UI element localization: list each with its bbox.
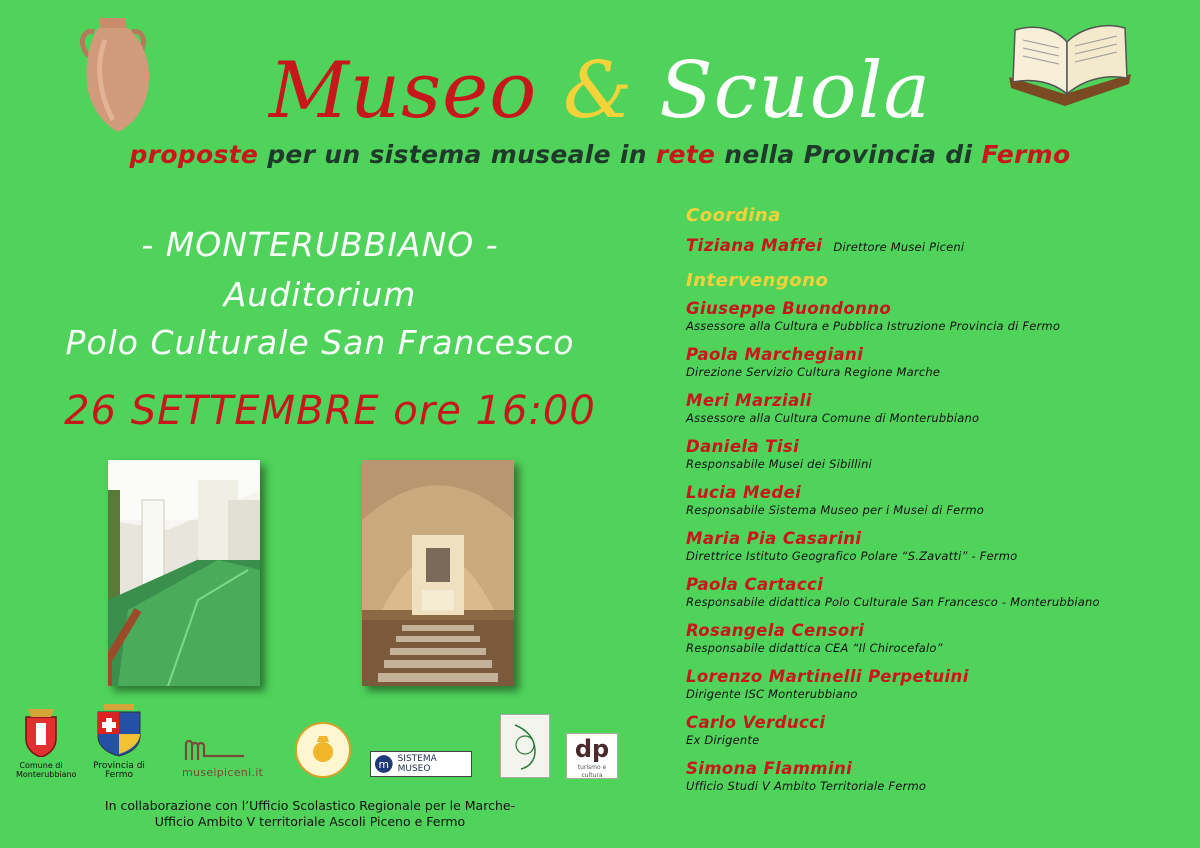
title-ampersand: & <box>563 46 634 136</box>
subtitle-rete: rete <box>655 140 716 169</box>
speaker-name: Carlo Verducci <box>686 713 826 732</box>
subtitle-fermo: Fermo <box>981 140 1071 169</box>
venue-room: Auditorium <box>223 275 417 314</box>
speaker-name: Paola Marchegiani <box>686 345 864 364</box>
coordina-heading: Coordina <box>686 205 781 226</box>
speaker-role: Ufficio Studi V Ambito Territoriale Fermo <box>686 779 927 793</box>
sistema-museo-logo <box>370 751 472 777</box>
speaker-name: Simona Flammini <box>686 759 853 778</box>
speaker-name: Lucia Medei <box>686 483 802 502</box>
speaker-name: Giuseppe Buondonno <box>686 299 892 318</box>
coordinator-name: Tiziana Maffei <box>686 236 823 255</box>
speaker-role: Assessore alla Cultura e Pubblica Istruzione Provincia di Fermo <box>686 319 1061 333</box>
speaker-entry <box>686 437 1191 472</box>
speaker-name: Meri Marziali <box>686 391 812 410</box>
collaboration-line2: Ufficio Ambito V territoriale Ascoli Piceno e Fermo <box>154 814 466 829</box>
comune-logo <box>16 705 77 779</box>
speaker-name: Paola Cartacci <box>686 575 824 594</box>
speaker-name: Lorenzo Martinelli Perpetuini <box>686 667 969 686</box>
circular-logo <box>295 722 351 778</box>
cloister-photo <box>108 460 260 686</box>
speaker-entry <box>686 299 1191 334</box>
event-subtitle <box>0 140 1200 169</box>
speaker-name: Rosangela Censori <box>686 621 865 640</box>
dp-text: dp <box>574 735 610 763</box>
speaker-entry <box>686 529 1191 564</box>
subtitle-part4: nella Provincia di <box>715 140 982 169</box>
event-date: 26 SETTEMBRE ore 16:00 <box>64 388 596 434</box>
svg-text:m: m <box>378 757 390 771</box>
collaboration-note <box>30 798 590 830</box>
speaker-entry <box>686 483 1191 518</box>
musei-piceni-text: museipiceni.it <box>182 766 264 779</box>
parchment-logo <box>500 714 550 778</box>
title-scuola: Scuola <box>659 46 932 136</box>
musei-piceni-logo <box>182 738 278 780</box>
speaker-entry <box>686 713 1191 748</box>
speaker-role: Assessore alla Cultura Comune di Monterubbiano <box>686 411 980 425</box>
speaker-role: Responsabile didattica CEA “Il Chirocefalo” <box>686 641 943 655</box>
collaboration-line1: In collaborazione con l’Ufficio Scolastico Regionale per le Marche- <box>104 798 516 813</box>
venue-town: - MONTERUBBIANO - <box>141 225 499 264</box>
subtitle-proposte: proposte <box>129 140 259 169</box>
event-title <box>0 46 1200 136</box>
dp-logo <box>566 733 618 779</box>
speaker-name: Maria Pia Casarini <box>686 529 862 548</box>
speaker-name: Daniela Tisi <box>686 437 800 456</box>
venue-building: Polo Culturale San Francesco <box>65 323 575 362</box>
speaker-entry <box>686 759 1191 794</box>
subtitle-part2: per un sistema museale in <box>258 140 656 169</box>
speaker-entry <box>686 575 1191 610</box>
speaker-entry <box>686 391 1191 426</box>
speaker-role: Responsabile Musei dei Sibillini <box>686 457 872 471</box>
speaker-role: Ex Dirigente <box>686 733 760 747</box>
speaker-entry <box>686 345 1191 380</box>
coordinator-role: Direttore Musei Piceni <box>833 240 965 254</box>
speaker-role: Direttrice Istituto Geografico Polare “S.Zavatti” - Fermo <box>686 549 1018 563</box>
title-museo: Museo <box>268 46 538 136</box>
comune-caption: Comune di Monterubbiano <box>16 761 77 779</box>
intervengono-heading: Intervengono <box>686 270 829 291</box>
provincia-caption: Provincia di Fermo <box>93 761 145 780</box>
provincia-logo <box>84 700 154 780</box>
speaker-entry <box>686 667 1191 702</box>
sistema-museo-icon <box>374 754 394 774</box>
program-list <box>686 205 1191 794</box>
speaker-entry <box>686 621 1191 656</box>
speaker-role: Responsabile Sistema Museo per i Musei di Fermo <box>686 503 985 517</box>
church-interior-photo <box>362 460 514 686</box>
speaker-role: Responsabile didattica Polo Culturale San Francesco - Monterubbiano <box>686 595 1100 609</box>
dp-caption: turismo e cultura <box>577 764 607 779</box>
speaker-role: Dirigente ISC Monterubbiano <box>686 687 858 701</box>
coordinator-entry <box>686 236 1191 256</box>
speaker-role: Direzione Servizio Cultura Regione Marche <box>686 365 941 379</box>
sistema-museo-text: SISTEMA MUSEO <box>397 754 437 774</box>
